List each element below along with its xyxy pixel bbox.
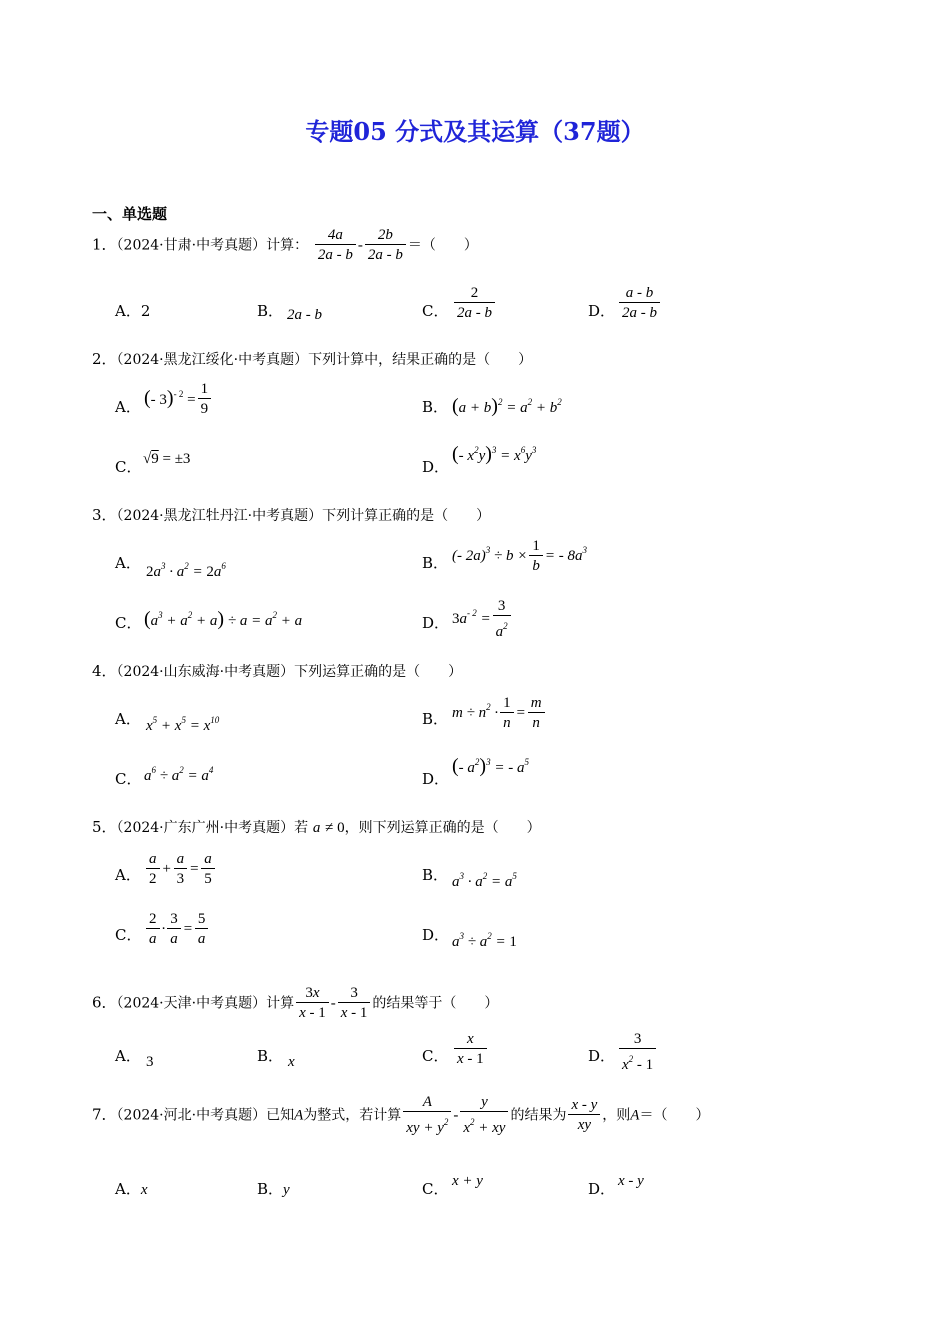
question-2: 2．（2024·黑龙江绥化·中考真题）下列计算中，结果正确的是（ ） xyxy=(92,350,533,368)
section-heading: 一、单选题 xyxy=(92,205,168,223)
question-number: 1． xyxy=(92,235,117,254)
option-7c-expr: x + y xyxy=(452,1173,483,1189)
option-1b: B． xyxy=(257,302,284,320)
option-4a: A． xyxy=(115,710,141,728)
option-3a-expr: $2a^3 \cdot a^2 = 2a^6$ xyxy=(146,561,226,580)
option-7d: D． xyxy=(588,1180,616,1198)
option-1b-expr: 2a - b xyxy=(287,307,322,323)
option-2c-expr: √9 = ±3 xyxy=(143,451,191,467)
option-5d: D． xyxy=(422,926,450,944)
option-3c: C． xyxy=(115,614,142,632)
option-2a: A． xyxy=(115,398,141,416)
option-6c-expr: $\frac{x}{x - 1}$ xyxy=(452,1030,489,1069)
option-4c-expr: $a^6 \div a^2 = a^4$ xyxy=(144,765,214,784)
option-5b: B． xyxy=(422,866,449,884)
option-4d-expr: (- $a^2)^3$ = - $a^5$ xyxy=(452,755,529,777)
option-5b-expr: $a^3 \cdot a^2 = a^5$ xyxy=(452,871,517,890)
option-6b: B． xyxy=(257,1047,284,1065)
question-tail: ＝（ ） xyxy=(407,237,478,254)
option-5c: C． xyxy=(115,926,142,944)
question-3: 3．（2024·黑龙江牡丹江·中考真题）下列计算正确的是（ ） xyxy=(92,506,491,524)
option-5a-expr: $\frac{a}{2}$ + $\frac{a}{3}$ = $\frac{a}{5}$ xyxy=(144,850,217,889)
option-4c: C． xyxy=(115,770,142,788)
option-2b: B． xyxy=(422,398,449,416)
option-6d: D． xyxy=(588,1047,616,1065)
option-7b: B．y xyxy=(257,1180,290,1198)
option-1c: C． xyxy=(422,302,449,320)
page-title: 专题05 分式及其运算（37题） xyxy=(305,117,645,146)
option-7d-expr: x - y xyxy=(618,1173,644,1189)
question-7: 7．（2024·河北·中考真题）已知A为整式，若计算 $\frac{A}{xy + y^2}$ - $\frac{y}{x^2 + xy}$ 的结果为 $\frac{x - y}{xy}$ ，则A＝（ ） xyxy=(92,1094,710,1136)
option-3d-expr: $3a^{- 2}$ = $\frac{3}{a^2}$ xyxy=(452,597,513,642)
option-2d: D． xyxy=(422,458,450,476)
option-1a: A．2 xyxy=(115,302,151,320)
option-3b-expr: (- 2a)$^3$ ÷ b × $\frac{1}{b}$ = - $8a^3$ xyxy=(452,538,587,574)
question-6: 6．（2024·天津·中考真题）计算 $\frac{3x}{x - 1}$ - $\frac{3}{x - 1}$ 的结果等于（ ） xyxy=(92,985,499,1021)
option-2b-expr: $(a + b)^2 = a^2 + b^2$ xyxy=(452,395,562,417)
option-6b-expr: x xyxy=(288,1054,295,1070)
option-5c-expr: $\frac{2}{a}$ · $\frac{3}{a}$ = $\frac{5}{a}$ xyxy=(144,910,210,949)
option-7a: A．x xyxy=(115,1180,148,1198)
option-4d: D． xyxy=(422,770,450,788)
option-3c-expr: $(a^3 + a^2 + a) \div a = a^2 + a$ xyxy=(144,608,303,630)
option-1c-expr: $\frac{2}{2a - b}$ xyxy=(452,284,497,323)
option-6a: A． xyxy=(115,1047,141,1065)
option-6a-expr: 3 xyxy=(146,1054,154,1070)
option-1d-expr: $\frac{a - b}{2a - b}$ xyxy=(617,284,662,323)
option-5d-expr: $a^3 \div a^2 = 1$ xyxy=(452,931,517,950)
question-1: 1．（2024·甘肃·中考真题）计算： $\frac{4a}{2a - b}$ - $\frac{2b}{2a - b}$ ＝（ ） xyxy=(92,227,478,263)
option-4b: B． xyxy=(422,710,449,728)
option-4a-expr: $x^5 + x^5 = x^{10}$ xyxy=(146,715,220,734)
option-1d: D． xyxy=(588,302,616,320)
option-5a: A． xyxy=(115,866,141,884)
option-2d-expr: (- $x^2y)^3 = x^6y^3$ xyxy=(452,443,537,465)
option-2c: C． xyxy=(115,458,142,476)
option-3b: B． xyxy=(422,554,449,572)
option-6c: C． xyxy=(422,1047,449,1065)
question-4: 4．（2024·山东威海·中考真题）下列运算正确的是（ ） xyxy=(92,662,463,680)
option-3a: A． xyxy=(115,554,141,572)
option-6d-expr: $\frac{3}{x^2 - 1}$ xyxy=(617,1030,658,1075)
question-5: 5．（2024·广东广州·中考真题）若 a ≠ 0，则下列运算正确的是（ ） xyxy=(92,818,541,836)
option-7c: C． xyxy=(422,1180,449,1198)
option-3d: D． xyxy=(422,614,450,632)
question-text: （2024·甘肃·中考真题）计算： xyxy=(116,237,309,254)
option-4b-expr: $m \div n^2$ · $\frac{1}{n}$ = $\frac{m}{n}$ xyxy=(452,694,547,733)
option-2a-expr: (- 3)$^{- 2}$ = $\frac{1}{9}$ xyxy=(144,380,213,419)
